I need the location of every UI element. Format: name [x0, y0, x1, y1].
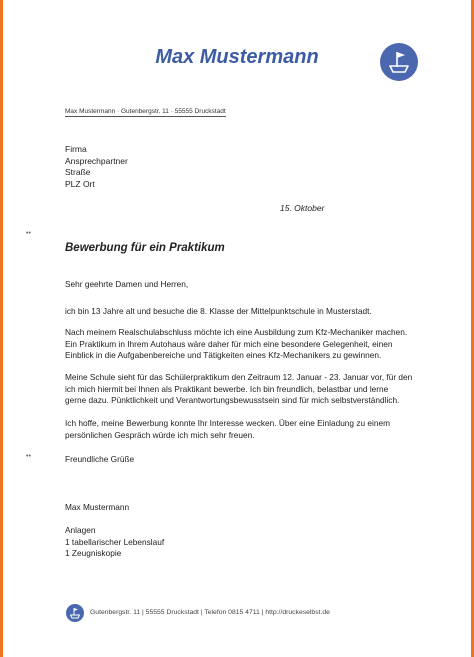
recipient-address — [65, 144, 128, 190]
paragraph-line: Ich hoffe, meine Bewerbung konnte Ihr Interesse wecken. Über eine Einladung zu einem — [65, 418, 391, 428]
signature-block — [65, 502, 410, 514]
fold-mark-top: •• — [26, 230, 31, 237]
paragraph-line: Ein Praktikum in Ihrem Autohaus wäre daher für mich eine besondere Gelegenheit, einen — [65, 338, 393, 349]
attachments-block — [65, 525, 410, 560]
attachments-title: Anlagen — [65, 525, 96, 535]
attachment-item: 1 Zeugniskopie — [65, 548, 122, 559]
footer-contact-line: Gutenbergstr. 11 | 55555 Druckstadt | Telefon 0815 4711 | http://druckeselbst.de — [90, 609, 330, 616]
paragraph-intro — [65, 306, 410, 318]
salutation — [65, 279, 410, 291]
signature-name: Max Mustermann — [65, 502, 130, 512]
return-address-line: Max Mustermann · Gutenbergstr. 11 · 55555 Druckstadt — [65, 108, 226, 115]
recipient-street: Straße — [65, 167, 91, 178]
fold-mark-bottom: •• — [26, 453, 31, 460]
paragraph-line: ich mich hiermit bei Ihnen als Praktikant bewerbe. Ich bin freundlich, belastbar und lerne — [65, 383, 389, 394]
paragraph-line: gerne dazu. Pünktlichkeit und Verantwortungsbewusstsein sind für mich selbstverständlich. — [65, 395, 400, 406]
paragraph-line: ich bin 13 Jahre alt und besuche die 8. Klasse der Mittelpunktschule in Musterstadt. — [65, 306, 372, 316]
recipient-contact: Ansprechpartner — [65, 155, 128, 166]
salutation-line: Sehr geehrte Damen und Herren, — [65, 279, 189, 289]
letter-subject: Bewerbung für ein Praktikum — [65, 242, 225, 254]
paragraph-line: persönlichen Gespräch würde ich mich sehr freuen. — [65, 429, 255, 440]
paragraph-line: Einblick in die Aufgabenbereiche und Tätigkeiten eines Kfz-Mechanikers zu gewinnen. — [65, 350, 382, 361]
recipient-city: PLZ Ort — [65, 178, 95, 189]
paragraph-line: Nach meinem Realschulabschluss möchte ich eine Ausbildung zum Kfz-Mechaniker machen. — [65, 327, 408, 337]
paragraph-line: Meine Schule sieht für das Schülerpraktikum den Zeitraum 12. Januar - 23. Januar vor, für den — [65, 372, 413, 382]
recipient-company: Firma — [65, 144, 87, 154]
paragraph-period — [65, 372, 413, 407]
paragraph-closing-hope — [65, 418, 410, 441]
closing-line: Freundliche Grüße — [65, 454, 135, 464]
paragraph-goal — [65, 327, 410, 362]
closing-phrase — [65, 454, 410, 466]
footer-house-flag-icon — [66, 604, 84, 622]
letter-date: 15. Oktober — [280, 203, 325, 213]
attachment-item: 1 tabellarischer Lebenslauf — [65, 536, 165, 547]
house-flag-icon — [380, 43, 418, 81]
sender-name-heading: Max Mustermann — [155, 46, 319, 68]
